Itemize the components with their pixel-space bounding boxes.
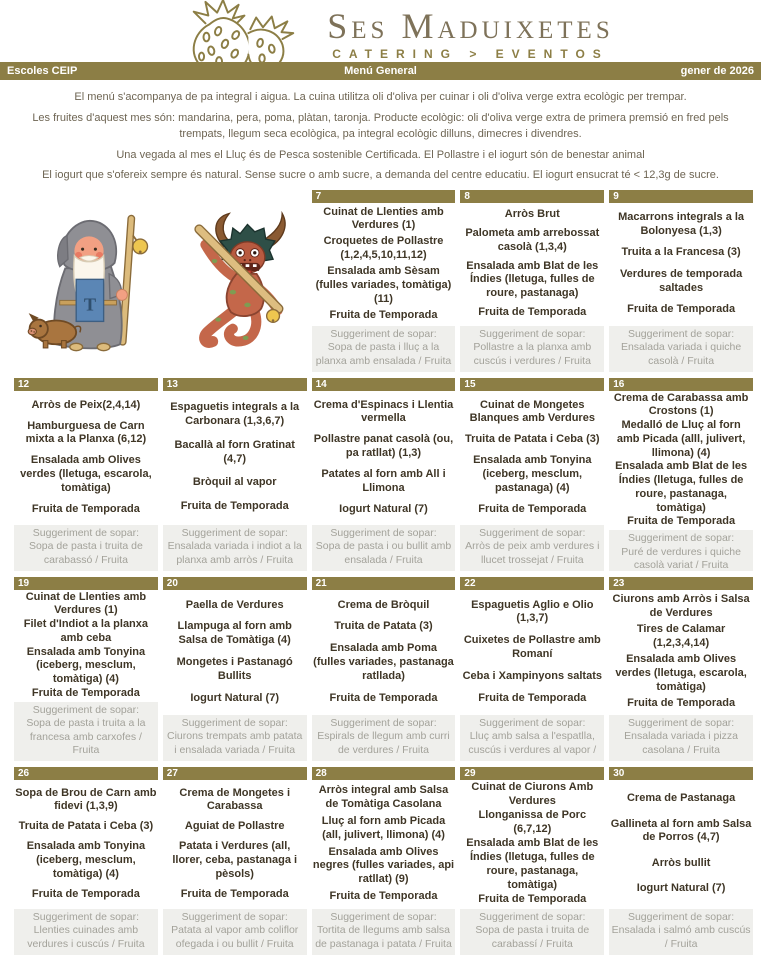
menu-item: Crema de Carabassa amb Crostons (1) [613, 391, 749, 418]
menu-item: Fruita de Temporada [478, 502, 587, 515]
day-menu [312, 590, 456, 715]
supper-text: Ensalada variada i pizza casolana / Fruita [624, 730, 738, 756]
supper-label: Suggeriment de sopar: [330, 327, 437, 340]
menu-type-label: Menú General [344, 65, 417, 77]
menu-item: Cuinat de Ciurons Amb Verdures [471, 781, 594, 807]
dimoni-illustration [167, 208, 295, 358]
day-number: 21 [312, 577, 456, 590]
supper-label: Suggeriment de sopar: [479, 716, 586, 729]
supper-suggestion [163, 525, 307, 571]
supper-suggestion [609, 530, 753, 571]
day-cell-26 [14, 767, 158, 955]
menu-item: Palometa amb arrebossat casolà (1,3,4) [465, 227, 600, 253]
supper-label: Suggeriment de sopar: [181, 716, 288, 729]
supper-text: Ciurons trempats amb patata i ensalada variada / Fruita [166, 730, 303, 756]
menu-item: Crema d'Espinacs i Llentia vermella [313, 398, 454, 425]
day-number: 30 [609, 767, 753, 780]
menu-item: Ensalada amb Olives verdes (lletuga, escarola, tomàtiga) [20, 454, 152, 494]
supper-label: Suggeriment de sopar: [627, 910, 735, 923]
intro-line: Una vegada al mes el Lluç és de Pesca sostenible Certificada. El Pollastre i el iogurt són de benestar animal [116, 148, 645, 161]
menu-item: Ensalada amb Poma (fulles variades, pastanaga ratllada) [313, 642, 454, 682]
day-number: 7 [312, 190, 456, 203]
day-cell-19 [14, 577, 158, 761]
menu-item: Espaguetis integrals a la Carbonara (1,3,6,7) [170, 401, 300, 428]
menu-item: Ensalada amb Olives negres (fulles variades, api ratllat) (9) [312, 845, 455, 886]
day-menu [312, 391, 456, 525]
supper-suggestion [163, 909, 307, 955]
day-menu [163, 780, 307, 909]
menu-item: Gallineta al forn amb Salsa de Porros (4,7) [610, 817, 752, 844]
supper-label: Suggeriment de sopar: [330, 910, 437, 923]
supper-suggestion [460, 715, 604, 761]
supper-label: Suggeriment de sopar: [627, 716, 735, 729]
page-subtitle: CATERING > EVENTOS [332, 47, 609, 61]
supper-label: Suggeriment de sopar: [627, 327, 735, 340]
menu-item: Iogurt Natural (7) [636, 882, 726, 895]
day-menu [312, 203, 456, 326]
supper-text: Lluç amb salsa a l'espatlla, cuscús i verdures al vapor / [468, 730, 597, 756]
menu-item: Arròs bullit [651, 856, 711, 869]
menu-item: Ensalada amb Tonyina (iceberg, mesclum, tomàtiga) (4) [26, 645, 146, 685]
intro-line: Les fruites d'aquest mes són: mandarina, pera, poma, plàtan, taronja. Producte ecològic: oli d'oliva verge extra de primera premsió en fred pels trempats, llegum seca ecològica, pa integral ecològic dilluns, dimecres i divendres. [32, 111, 729, 140]
page-title: Ses Maduixetes [327, 6, 614, 46]
day-number: 19 [14, 577, 158, 590]
menu-item: Fruita de Temporada [31, 686, 140, 699]
supper-label: Suggeriment de sopar: [479, 910, 586, 923]
day-cell-28 [312, 767, 456, 955]
menu-item: Fruita de Temporada [329, 691, 438, 704]
menu-item: Bròquil al vapor [192, 476, 277, 489]
menu-item: Fruita de Temporada [627, 697, 736, 710]
intro-notes [0, 80, 761, 190]
menu-item: Truita de Patata i Ceba (3) [465, 433, 600, 446]
day-menu [163, 391, 307, 525]
menu-item: Croquetes de Pollastre (1,2,4,5,10,11,12) [323, 235, 444, 262]
supper-suggestion [609, 909, 753, 955]
supper-suggestion [460, 909, 604, 955]
menu-item: Llampuga al forn amb Salsa de Tomàtiga (4) [177, 620, 292, 647]
day-cell-30 [609, 767, 753, 955]
menu-item: Ensalada amb Blat de les Índies (lletuga, fulles de roure, pastanaga, tomàtiga) [615, 460, 748, 514]
day-cell-7 [312, 190, 456, 372]
day-cell-23 [609, 577, 753, 761]
day-number: 16 [609, 378, 753, 391]
supper-label: Suggeriment de sopar: [181, 910, 288, 923]
intro-line: El iogurt que s'ofereix sempre és natural. Sense sucre o amb sucre, a demanda del centre educatiu. El iogurt ensucrat té < 12,3g de sucre. [42, 169, 719, 181]
menu-item: Arròs de Peix(2,4,14) [31, 398, 141, 411]
day-menu [609, 391, 753, 531]
day-cell-16 [609, 378, 753, 571]
menu-item: Medalló de Lluç al forn amb Picada (alll, julivert, llimona) (4) [616, 419, 746, 459]
supper-text: Tortita de llegums amb salsa de pastanaga i patata / Fruita [315, 924, 452, 950]
supper-suggestion [609, 326, 753, 372]
illustrations-block [14, 190, 307, 372]
menu-item: Crema de Bròquil [337, 598, 430, 611]
menu-item: Fruita de Temporada [31, 887, 140, 900]
menu-item: Pollastre panat casolà (ou, pa ratllat) (1,3) [313, 433, 454, 460]
day-number: 14 [312, 378, 456, 391]
menu-item: Macarrons integrals a la Bolonyesa (1,3) [618, 211, 745, 237]
supper-text: Patata al vapor amb coliflor ofegada i ou bullit / Fruita [171, 924, 299, 950]
menu-item: Crema de Mongetes i Carabassa [179, 786, 291, 813]
supper-label: Suggeriment de sopar: [330, 526, 437, 539]
supper-suggestion [312, 525, 456, 571]
supper-label: Suggeriment de sopar: [479, 526, 586, 539]
menu-item: Verdures de temporada saltades [619, 267, 743, 294]
menu-item: Paella de Verdures [185, 598, 284, 611]
day-cell-8 [460, 190, 604, 372]
supper-suggestion [14, 525, 158, 571]
supper-text: Sopa de pasta i truita de carabassí / Fruita [475, 924, 590, 950]
supper-text: Ensalada variada i indiot a la planxa amb arròs / Fruita [167, 540, 302, 566]
supper-label: Suggeriment de sopar: [32, 703, 140, 716]
supper-label: Suggeriment de sopar: [32, 910, 140, 923]
day-cell-15 [460, 378, 604, 571]
day-menu [609, 780, 753, 909]
day-cell-22 [460, 577, 604, 761]
day-number: 20 [163, 577, 307, 590]
menu-item: Fruita de Temporada [329, 890, 438, 903]
day-menu [460, 590, 604, 715]
day-cell-27 [163, 767, 307, 955]
supper-suggestion [460, 326, 604, 372]
day-number: 23 [609, 577, 753, 590]
day-number: 29 [460, 767, 604, 780]
day-number: 15 [460, 378, 604, 391]
menu-item: Filet d'Indiot a la planxa amb ceba [23, 618, 149, 644]
school-label: Escoles CEIP [7, 65, 78, 77]
supper-suggestion [312, 909, 456, 955]
menu-item: Truita de Patata (3) [334, 620, 433, 633]
menu-item: Arròs Brut [504, 208, 560, 221]
supper-suggestion [163, 715, 307, 761]
day-cell-9 [609, 190, 753, 372]
menu-item: Fruita de Temporada [478, 691, 587, 704]
menu-item: Truita a la Francesa (3) [621, 246, 741, 259]
menu-item: Ensalada amb Sèsam (fulles variades, tomàtiga) (11) [315, 265, 452, 305]
menu-item: Fruita de Temporada [180, 499, 289, 512]
supper-text: Sopa de pasta i lluç a la planxa amb ensalada / Fruita [315, 341, 452, 367]
day-number: 12 [14, 378, 158, 391]
menu-item: Fruita de Temporada [478, 893, 587, 906]
menu-item: Patata i Verdures (all, llorer, ceba, pastanaga i pèsols) [172, 840, 298, 880]
day-menu [460, 391, 604, 525]
menu-item: Cuinat de Llenties amb Verdures (1) [323, 205, 444, 232]
menu-item: Hamburguesa de Carn mixta a la Planxa (6,12) [25, 419, 147, 446]
supper-label: Suggeriment de sopar: [479, 327, 586, 340]
menu-info-bar [0, 62, 761, 80]
day-cell-14 [312, 378, 456, 571]
supper-label: Suggeriment de sopar: [181, 526, 288, 539]
menu-item: Fruita de Temporada [627, 303, 736, 316]
supper-suggestion [14, 909, 158, 955]
sant-antoni-illustration [25, 208, 153, 358]
day-cell-12 [14, 378, 158, 571]
menu-item: Cuinat de Llenties amb Verdures (1) [25, 590, 147, 617]
day-menu [14, 780, 158, 909]
supper-suggestion [460, 525, 604, 571]
day-number: 22 [460, 577, 604, 590]
menu-item: Ensalada amb Tonyina (iceberg, mesclum, pastanaga) (4) [473, 454, 592, 494]
day-number: 8 [460, 190, 604, 203]
day-number: 26 [14, 767, 158, 780]
supper-text: Llenties cuinades amb verdures i cuscús / Fruita [27, 924, 145, 950]
supper-suggestion [14, 702, 158, 761]
menu-item: Ensalada amb Tonyina (iceberg, mesclum, tomàtiga) (4) [26, 840, 146, 880]
menu-item: Fruita de Temporada [478, 305, 587, 318]
day-number: 27 [163, 767, 307, 780]
menu-calendar [0, 190, 761, 955]
menu-item: Mongetes i Pastanagó Bullits [176, 656, 293, 682]
month-label: gener de 2026 [680, 65, 754, 77]
day-number: 28 [312, 767, 456, 780]
menu-item: Ceba i Xampinyons saltats [462, 669, 602, 682]
menu-item: Lluç al forn amb Picada (all, julivert, llimona) (4) [321, 814, 446, 841]
menu-item: Crema de Pastanaga [626, 792, 736, 805]
menu-item: Iogurt Natural (7) [190, 691, 279, 704]
menu-item: Aguiat de Pollastre [184, 820, 285, 833]
menu-item: Ensalada amb Olives verdes (lletuga, escarola, tomàtiga) [615, 653, 747, 693]
menu-item: Cuixetes de Pollastre amb Romaní [463, 634, 601, 660]
menu-item: Llonganissa de Porc (6,7,12) [478, 809, 587, 836]
day-menu [14, 590, 158, 702]
menu-item: Espaguetis Aglio e Olio (1,3,7) [471, 598, 594, 625]
supper-suggestion [609, 715, 753, 761]
menu-item: Fruita de Temporada [329, 308, 438, 321]
supper-text: Espirals de llegum amb curri de verdures / Fruita [317, 730, 450, 756]
menu-item: Fruita de Temporada [180, 887, 289, 900]
supper-suggestion [312, 326, 456, 372]
supper-label: Suggeriment de sopar: [330, 716, 437, 729]
day-number: 13 [163, 378, 307, 391]
day-cell-29 [460, 767, 604, 955]
supper-text: Sopa de pasta i truita a la francesa amb carxofes / Fruita [26, 717, 146, 757]
menu-item: Iogurt Natural (7) [339, 502, 428, 515]
intro-line: El menú s'acompanya de pa integral i aigua. La cuina utilitza oli d'oliva per cuinar i oli d'oliva verge extra ecològic per trempar. [74, 91, 687, 103]
menu-item: Fruita de Temporada [31, 502, 140, 515]
menu-item: Cuinat de Mongetes Blanques amb Verdures [469, 398, 595, 425]
supper-label: Suggeriment de sopar: [627, 532, 735, 544]
menu-item: Truita de Patata i Ceba (3) [18, 820, 154, 833]
day-cell-13 [163, 378, 307, 571]
supper-text: Sopa de pasta i truita de carabassó / Fruita [28, 540, 143, 566]
supper-label: Suggeriment de sopar: [32, 526, 140, 539]
menu-item: Patates al forn amb All i Llimona [321, 467, 446, 494]
menu-item: Arròs integral amb Salsa de Tomàtiga Casolana [318, 783, 449, 810]
menu-item: Tires de Calamar (1,2,3,4,14) [636, 623, 726, 649]
supper-text: Puré de verdures i quiche casolà variat / Fruita [621, 545, 741, 571]
supper-text: Sopa de pasta i ou bullit amb ensalada / Fruita [315, 540, 452, 566]
menu-item: Ensalada amb Blat de les Índies (lletuga, fulles de roure, pastanaga) [466, 259, 599, 300]
supper-text: Pollastre a la planxa amb cuscús i verdures / Fruita [473, 341, 592, 367]
supper-text: Ensalada i salmó amb cuscús / Fruita [611, 924, 751, 950]
day-menu [312, 780, 456, 909]
day-menu [609, 590, 753, 715]
day-menu [460, 780, 604, 909]
supper-suggestion [312, 715, 456, 761]
menu-item: Fruita de Temporada [627, 515, 736, 528]
menu-item: Ciurons amb Arròs i Salsa de Verdures [612, 593, 750, 619]
day-menu [460, 203, 604, 326]
day-cell-20 [163, 577, 307, 761]
menu-item: Ensalada amb Blat de les Índies (lletuga, fulles de roure, pastanaga, tomàtiga) [466, 837, 599, 891]
day-cell-21 [312, 577, 456, 761]
day-number: 9 [609, 190, 753, 203]
supper-text: Ensalada variada i quiche casolà / Fruita [620, 341, 742, 367]
supper-text: Arròs de peix amb verdures i llucet trossejat / Fruita [465, 540, 600, 566]
menu-item: Sopa de Brou de Carn amb fidevi (1,3,9) [15, 786, 157, 813]
svg-text:T: T [84, 293, 97, 314]
day-menu [163, 590, 307, 715]
page-header [0, 0, 761, 62]
day-menu [14, 391, 158, 525]
day-menu [609, 203, 753, 326]
menu-item: Bacallà al forn Gratinat (4,7) [174, 438, 295, 465]
